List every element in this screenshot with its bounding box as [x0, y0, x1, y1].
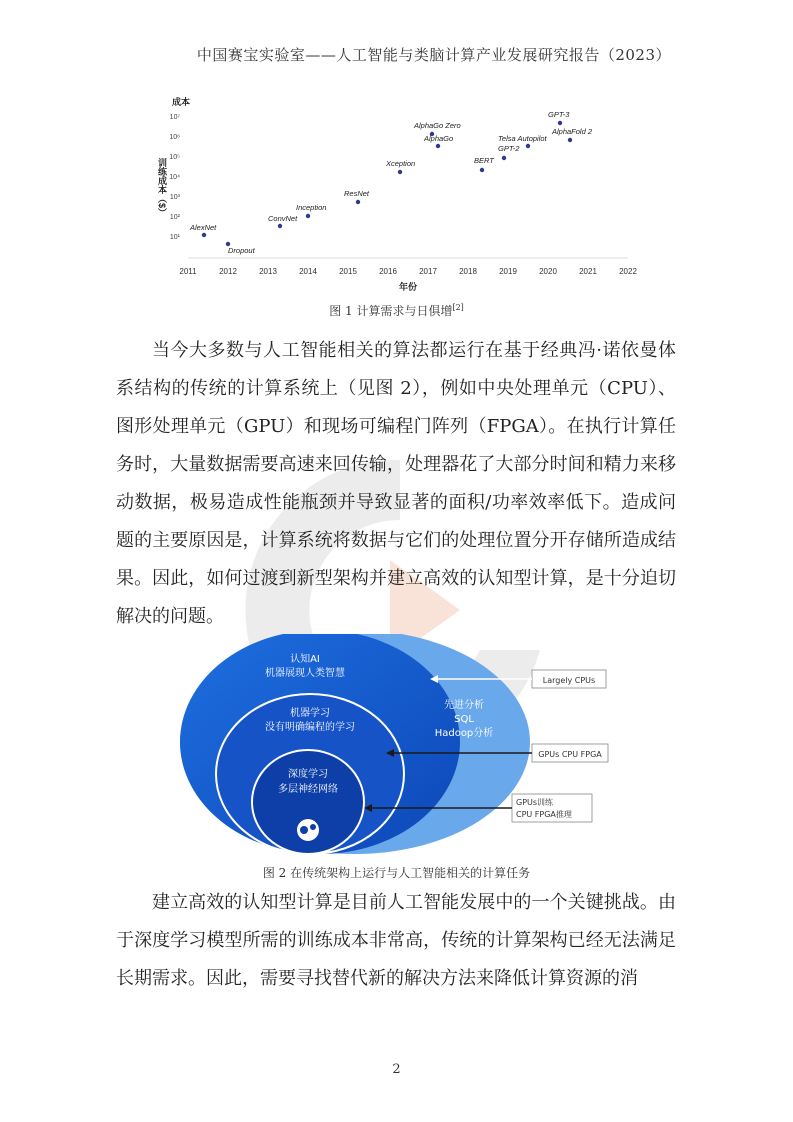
x-tick-label: 2018: [459, 267, 477, 276]
ai-compute-diagram: [180, 634, 620, 856]
inner-label-1: 深度学习: [288, 769, 328, 780]
x-tick-label: 2022: [619, 267, 637, 276]
data-point: [306, 214, 310, 218]
x-tick-label: 2019: [499, 267, 517, 276]
y-tick-label: 10¹: [169, 234, 180, 241]
point-label: GPT-3: [548, 110, 570, 119]
x-tick-label: 2016: [379, 267, 397, 276]
x-tick-label: 2017: [419, 267, 437, 276]
chart-ylabel-top: 成本: [172, 97, 191, 107]
y-tick-label: 10⁴: [169, 174, 180, 181]
point-label: AlphaGo: [424, 134, 454, 143]
svg-text:GPUs训练: GPUs训练: [516, 798, 554, 807]
data-point: [568, 138, 572, 142]
middle-label-2: 没有明确编程的学习: [265, 722, 355, 733]
x-tick-label: 2014: [299, 267, 317, 276]
data-point: [436, 144, 440, 148]
point-label: GPT-2: [498, 144, 520, 153]
inner-label-2: 多层神经网络: [278, 784, 338, 795]
data-point: [398, 170, 402, 174]
training-cost-chart: [140, 88, 650, 310]
outer-label-2: 机器展现人类智慧: [265, 668, 345, 679]
x-tick-label: 2013: [259, 267, 277, 276]
data-point: [502, 156, 506, 160]
data-point: [278, 224, 282, 228]
svg-text:CPU FPGA推理: CPU FPGA推理: [516, 810, 572, 819]
y-tick-label: 10⁶: [169, 134, 180, 141]
svg-text:GPUs CPU FPGA: GPUs CPU FPGA: [538, 750, 602, 759]
data-point: [202, 233, 206, 237]
y-tick-label: 10⁵: [169, 154, 180, 161]
point-label: Xception: [386, 159, 416, 168]
data-point: [356, 200, 360, 204]
page-header: 中国赛宝实验室——人工智能与类脑计算产业发展研究报告（2023）: [196, 46, 671, 64]
svg-text:Largely CPUs: Largely CPUs: [542, 676, 596, 685]
page-number: 2: [392, 1062, 401, 1077]
y-tick-label: 10²: [169, 214, 180, 221]
data-point: [526, 144, 530, 148]
point-label: AlphaGo Zero: [414, 121, 461, 130]
figure1-caption: [0, 302, 793, 319]
x-tick-label: 2020: [539, 267, 557, 276]
chart-ylabel: 训练成本（$）: [157, 158, 167, 218]
x-tick-label: 2012: [219, 267, 237, 276]
body-paragraph-1: 当今大多数与人工智能相关的算法都运行在基于经典冯·诺依曼体系结构的传统的计算系统上（见图 2），例如中央处理单元（CPU）、图形处理单元（GPU）和现场可编程门阵列（FPGA）。在执行计算任务时，大量数据需要高速来回传输，处理器花了大部分时间和精力来移动数据，极易造成性能瓶颈并导致显著的面积/功率效率低下。造成问题的主要原因是，计算系统将数据与它们的处理位置分开存储所造成结果。因此，如何过渡到新型架构并建立高效的认知型计算，是十分迫切解决的问题。: [116, 340, 676, 627]
point-label: AlexNet: [190, 223, 217, 232]
right-label-3: Hadoop分析: [434, 728, 494, 739]
figure2-caption: 图 2 在传统架构上运行与人工智能相关的计算任务: [262, 866, 531, 880]
point-label: BERT: [474, 156, 494, 165]
y-tick-label: 10⁷: [169, 114, 180, 121]
data-point: [558, 121, 562, 125]
point-label: Inception: [296, 203, 327, 212]
figure1-caption-text: 图 1 计算需求与日俱增: [329, 304, 453, 318]
point-label: ResNet: [344, 189, 370, 198]
point-label: Dropout: [228, 246, 255, 255]
x-tick-label: 2015: [339, 267, 357, 276]
middle-label-1: 机器学习: [290, 708, 330, 719]
outer-label-1: 认知AI: [290, 654, 320, 665]
chart-xlabel: 年份: [398, 282, 418, 292]
body-paragraph-2: 建立高效的认知型计算是目前人工智能发展中的一个关键挑战。由于深度学习模型所需的训练成本非常高，传统的计算架构已经无法满足长期需求。因此，需要寻找替代新的解决方法来降低计算资源的消: [116, 892, 676, 989]
point-label: AlphaFold 2: [552, 127, 593, 136]
y-tick-label: 10³: [169, 194, 180, 201]
point-label: ConvNet: [268, 214, 298, 223]
figure1-ref: [2]: [452, 303, 464, 312]
x-tick-label: 2021: [579, 267, 597, 276]
data-point: [480, 168, 484, 172]
point-label: Telsa Autopilot: [498, 134, 547, 143]
right-label-1: 先进分析: [444, 700, 484, 711]
x-tick-label: 2011: [179, 267, 197, 276]
brain-gear-icon: [297, 819, 319, 841]
right-label-2: SQL: [454, 714, 474, 725]
